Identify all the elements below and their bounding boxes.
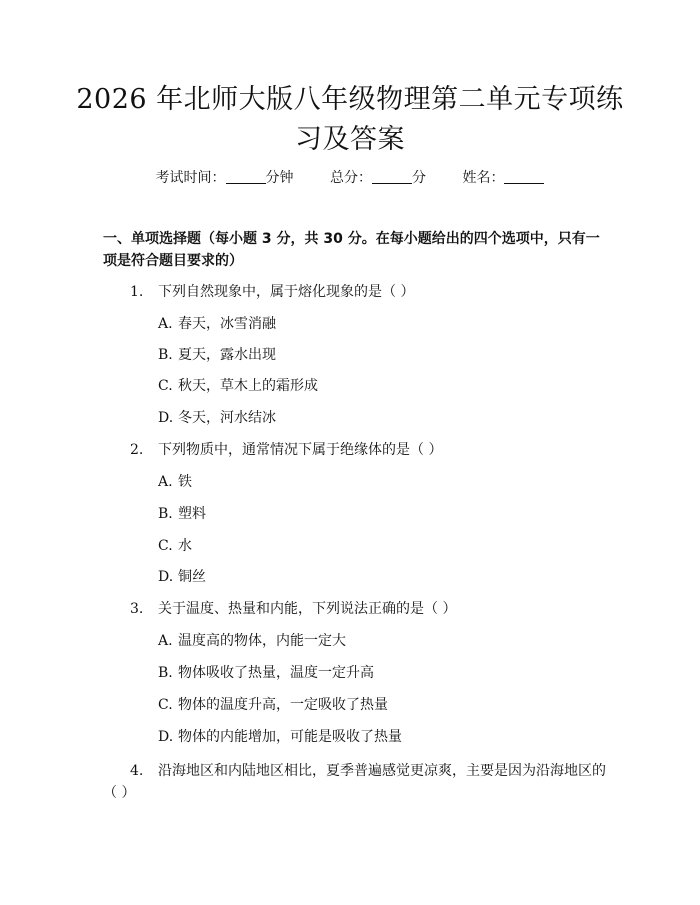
option-letter: B. [158,506,173,522]
option [158,727,402,747]
option-text: 铁 [178,474,192,490]
student-name [462,168,544,188]
option-text: 物体吸收了热量，温度一定升高 [178,665,374,681]
exam-time [156,168,294,188]
page-title: 2026 年北师大版八年级物理第二单元专项练习及答案 [76,84,624,155]
option-text: 铜丝 [178,569,206,585]
question-number: 1. [130,284,144,300]
option [158,376,318,396]
question-text: 沿海地区和内陆地区相比，夏季普遍感觉更凉爽，主要是因为沿海地区的（ ） [103,763,606,801]
option-letter: A. [158,316,173,332]
total-score [330,168,426,188]
question-text: 关于温度、热量和内能，下列说法正确的是（ ） [158,601,457,617]
option-letter: A. [158,633,173,649]
option [158,631,346,651]
option [158,695,388,715]
option-text: 秋天，草木上的霜形成 [178,378,318,394]
question-stem [130,282,414,302]
question-text: 下列自然现象中，属于熔化现象的是（ ） [158,284,415,300]
question-number: 3. [130,601,144,617]
option-letter: D. [158,410,174,426]
option-text: 塑料 [178,506,206,522]
time-unit: 分钟 [265,170,294,186]
option-letter: D. [158,569,174,585]
option-text: 物体的温度升高，一定吸收了热量 [178,697,388,713]
score-label: 总分： [330,170,372,186]
score-blank [372,169,412,184]
option [158,472,192,492]
option-text: 物体的内能增加，可能是吸收了热量 [178,729,402,745]
question-stem [103,760,608,804]
option [158,345,276,365]
option-letter: C. [158,378,173,394]
option [158,536,192,556]
option-letter: C. [158,697,173,713]
option [158,314,276,334]
name-blank [504,169,544,184]
question-number: 2. [130,442,144,458]
option-letter: D. [158,729,174,745]
option [158,567,206,587]
question-text: 下列物质中，通常情况下属于绝缘体的是（ ） [158,442,443,458]
option [158,504,206,524]
exam-info [0,168,700,188]
option-text: 夏天，露水出现 [178,347,276,363]
score-unit: 分 [412,170,426,186]
option [158,408,276,428]
option-letter: B. [158,347,173,363]
option-letter: C. [158,538,173,554]
option [158,663,374,683]
question-stem [130,599,456,619]
option-text: 春天，冰雪消融 [178,316,276,332]
option-letter: B. [158,665,173,681]
option-text: 冬天，河水结冰 [178,410,276,426]
question-stem [130,440,442,460]
option-text: 温度高的物体，内能一定大 [178,633,346,649]
section-heading: 一、单项选择题（每小题 3 分，共 30 分。在每小题给出的四个选项中，只有一项是符合题目要求的） [103,231,600,269]
option-letter: A. [158,474,173,490]
option-text: 水 [178,538,192,554]
question-number: 4. [130,763,144,779]
name-label: 姓名： [462,170,505,186]
time-label: 考试时间： [155,170,226,186]
time-blank [226,169,266,184]
